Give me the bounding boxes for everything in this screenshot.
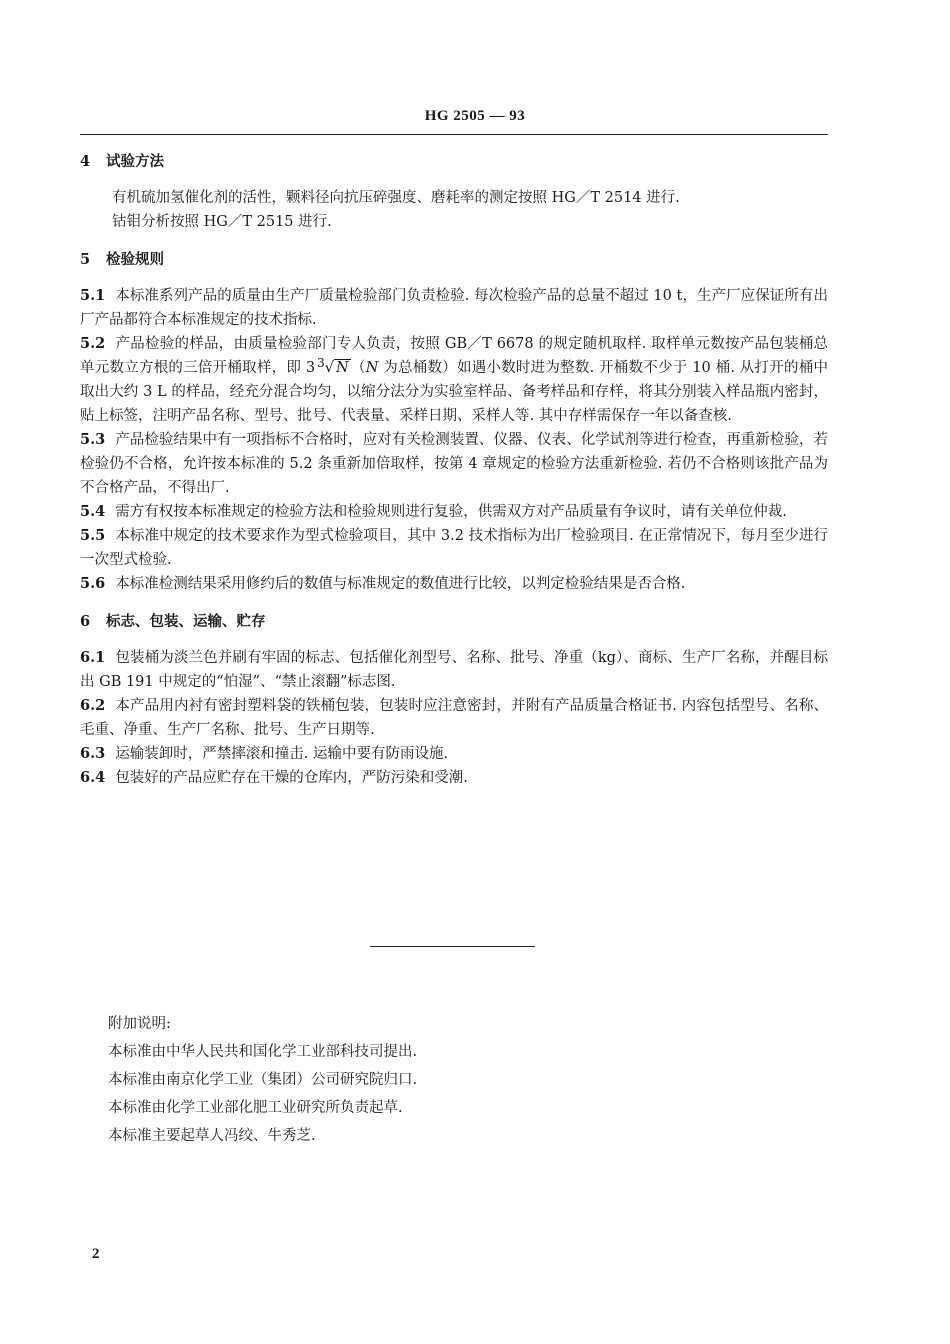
clause-number: 5.1 — [80, 287, 106, 304]
clause-number: 5.2 — [80, 335, 106, 352]
clause-number: 5.6 — [80, 575, 106, 592]
clause-text: 包装桶为淡兰色并刷有牢固的标志、包括催化剂型号、名称、批号、净重（kg）、商标、生产厂名称，并醒目标出 GB 191 中规定的“怕湿”、“禁止滚翻”标志图. — [80, 650, 828, 690]
clause-number: 6.3 — [80, 745, 106, 762]
section-4-paragraph: 有机硫加氢催化剂的活性，颗料径向抗压碎强度、磨耗率的测定按照 HG／T 2514 进行. — [112, 190, 680, 206]
clause-number: 5.5 — [80, 527, 106, 544]
clause-6-4 — [80, 766, 828, 790]
clause-text: 运输装卸时，严禁摔滚和撞击. 运输中要有防雨设施. — [115, 746, 449, 762]
clause-number: 6.2 — [80, 697, 106, 714]
end-of-text-rule — [370, 946, 535, 947]
clause-text: 本标准中规定的技术要求作为型式检验项目，其中 3.2 技术指标为出厂检验项目. 在正常情况下，每月至少进行一次型式检验. — [80, 528, 828, 568]
clause-text: 包装好的产品应贮存在干燥的仓库内，严防污染和受潮. — [115, 770, 468, 786]
section-number: 6 — [80, 613, 91, 630]
clause-6-1 — [80, 646, 828, 694]
clause-6-2 — [80, 694, 828, 742]
note-line: 本标准由南京化学工业（集团）公司研究院归口. — [108, 1072, 418, 1088]
clause-5-4 — [80, 500, 828, 524]
section-number: 5 — [80, 251, 91, 268]
clause-text: 本标准检测结果采用修约后的数值与标准规定的数值进行比较，以判定检验结果是否合格. — [115, 576, 686, 592]
clause-number: 5.4 — [80, 503, 106, 520]
cube-root-expression: $^3$√ N — [317, 356, 349, 376]
clause-text: 产品检验结果中有一项指标不合格时，应对有关检测装置、仪器、仪表、化学试剂等进行检查，再重新检验，若检验仍不合格，允许按本标准的 5.2 条重新加倍取样，按第 4 章规定的检验方法重新检验. 若仍不合格则该批产品为不合格产品，不得出厂. — [80, 432, 828, 496]
clause-6-3 — [80, 742, 828, 766]
clause-5-6 — [80, 572, 828, 596]
clause-text: 需方有权按本标准规定的检验方法和检验规则进行复验，供需双方对产品质量有争议时，请有关单位仲裁. — [115, 504, 787, 520]
section-title: 标志、包装、运输、贮存 — [106, 613, 266, 630]
clause-5-2 — [80, 332, 828, 428]
page-number: 2 — [92, 1246, 100, 1262]
clause-text: 产品检验的样品，由质量检验部门专人负责，按照 GB／T 6678 的规定随机取样. 取样单元数按产品包装桶总单元数立方根的三倍开桶取样，即 3 — [80, 336, 828, 376]
clause-text: 为总桶数）如遇小数时进为整数. 开桶数不少于 10 桶. 从打开的桶中取出大约 3 L 的样品，经充分混合均匀，以缩分法分为实验室样品、备考样品和存样，将其分别装入样品瓶内密封，贴上标签，注明产品名称、型号、批号、代表量、采样日期、采样人等. 其中存样需保存一年以备查核. — [80, 360, 829, 424]
section-title: 检验规则 — [106, 251, 164, 268]
clause-number: 6.1 — [80, 649, 106, 666]
section-6-heading — [80, 610, 828, 634]
clause-number: 6.4 — [80, 769, 106, 786]
note-line: 本标准由中华人民共和国化学工业部科技司提出. — [108, 1044, 418, 1060]
section-number: 4 — [80, 153, 91, 170]
variable-n: N — [365, 360, 379, 376]
note-line: 本标准主要起草人冯绞、牛秀芝. — [108, 1128, 316, 1144]
clause-number: 5.3 — [80, 431, 106, 448]
additional-notes — [108, 1010, 808, 1150]
document-code-header: HG 2505 — 93 — [424, 108, 526, 124]
clause-text: 本产品用内衬有密封塑料袋的铁桶包装，包装时应注意密封，并附有产品质量合格证书. 内容包括型号、名称、毛重、净重、生产厂名称、批号、生产日期等. — [80, 698, 828, 738]
root-radicand: N — [336, 360, 349, 376]
section-5-heading — [80, 248, 828, 272]
section-4-paragraph: 钴钼分析按照 HG／T 2515 进行. — [112, 214, 332, 230]
section-title: 试验方法 — [106, 153, 164, 170]
clause-text: 本标准系列产品的质量由生产厂质量检验部门负责检验. 每次检验产品的总量不超过 10 t，生产厂应保证所有出厂产品都符合本标准规定的技术指标. — [80, 288, 828, 328]
document-body — [80, 150, 828, 790]
clause-5-1 — [80, 284, 828, 332]
section-4-heading — [80, 150, 828, 174]
clause-text: （ — [350, 360, 366, 376]
clause-5-5 — [80, 524, 828, 572]
header-divider — [80, 134, 828, 135]
notes-heading: 附加说明: — [108, 1016, 171, 1032]
root-index: 3 — [317, 356, 325, 370]
clause-5-3 — [80, 428, 828, 500]
note-line: 本标准由化学工业部化肥工业研究所负责起草. — [108, 1100, 403, 1116]
